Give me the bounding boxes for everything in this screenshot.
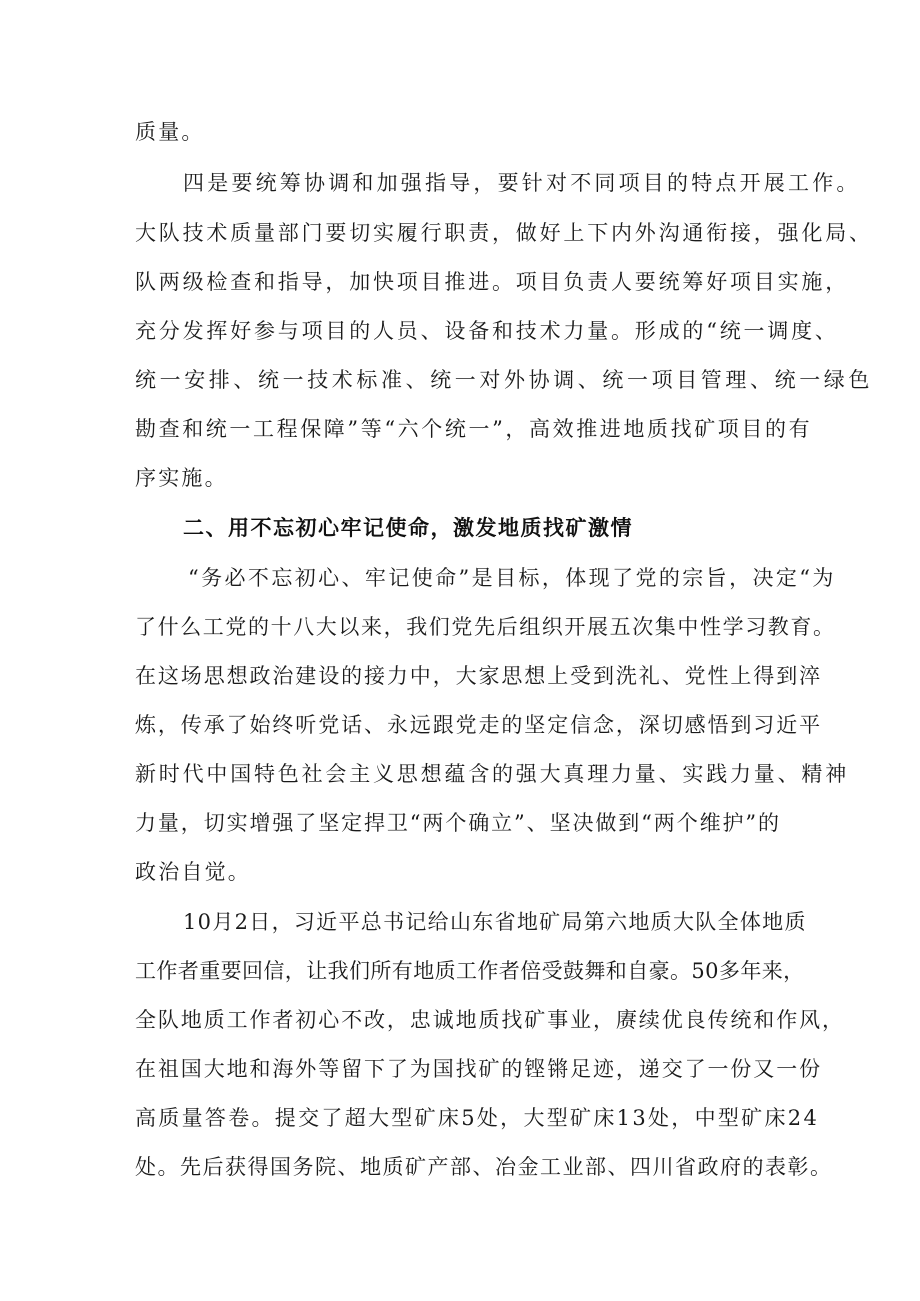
paragraph-line: 工作者重要回信，让我们所有地质工作者倍受鼓舞和自豪。50多年来， [135, 959, 805, 983]
paragraph-line: 高质量答卷。提交了超大型矿床5处，大型矿床13处，中型矿床24 [135, 1106, 820, 1130]
paragraph-line: 力量，切实增强了坚定捍卫“两个确立”、坚决做到“两个维护”的 [135, 811, 781, 835]
paragraph-line: 全队地质工作者初心不改，忠诚地质找矿事业，赓续优良传统和作风， [135, 1008, 845, 1032]
paragraph-line: 在祖国大地和海外等留下了为国找矿的铿锵足迹，递交了一份又一份 [135, 1057, 822, 1081]
paragraph-line: 大队技术质量部门要切实履行职责，做好上下内外沟通衔接，强化局、 [135, 221, 873, 245]
paragraph-line: 队两级检查和指导，加快项目推进。项目负责人要统筹好项目实施， [135, 270, 849, 294]
paragraph-line: 四是要统筹协调和加强指导，要针对不同项目的特点开展工作。 [183, 171, 861, 195]
paragraph-line: 勘查和统一工程保障”等“六个统一”，高效推进地质找矿项目的有 [135, 417, 813, 441]
paragraph-line: 充分发挥好参与项目的人员、设备和技术力量。形成的“统一调度、 [135, 319, 839, 343]
paragraph-line: 序实施。 [135, 466, 228, 490]
paragraph-line: 处。先后获得国务院、地质矿产部、冶金工业部、四川省政府的表彰。 [135, 1155, 833, 1179]
paragraph-line: 政治自觉。 [135, 860, 251, 884]
paragraph-line: 10月2日，习近平总书记给山东省地矿局第六地质大队全体地质 [183, 910, 807, 934]
paragraph-line: “务必不忘初心、牢记使命”是目标，体现了党的宗旨，决定“为 [188, 566, 836, 590]
paragraph-line: 质量。 [135, 120, 205, 144]
section-heading: 二、用不忘初心牢记使命，激发地质找矿激情 [183, 516, 633, 540]
paragraph-line: 炼，传承了始终听党话、永远跟党走的坚定信念，深切感悟到习近平 [135, 713, 822, 737]
paragraph-line: 新时代中国特色社会主义思想蕴含的强大真理力量、实践力量、精神 [135, 762, 849, 786]
paragraph-line: 了什么工党的十八大以来，我们党先后组织开展五次集中性学习教育。 [135, 615, 836, 639]
paragraph-line: 在这场思想政治建设的接力中，大家思想上受到洗礼、党性上得到淬 [135, 664, 822, 688]
paragraph-line: 统一安排、统一技术标准、统一对外协调、统一项目管理、统一绿色 [135, 368, 873, 392]
